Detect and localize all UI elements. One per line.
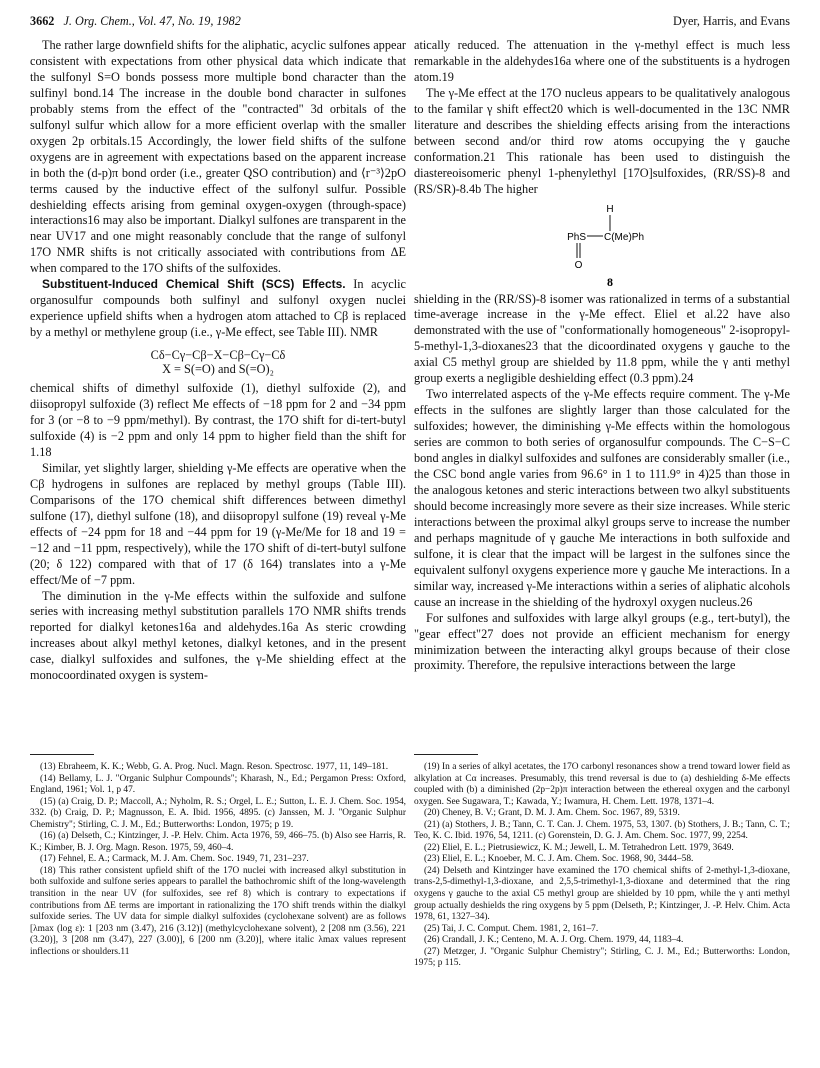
footnote: (24) Delseth and Kintzinger have examined the 17O chemical shifts of 2-methyl-1,3-dioxane, trans-2,5-dimethyl-1,3-dioxane, and 2,5,5-trimethyl-1,3-dioxane and determined that the ring oxygens γ gauche to the axial C5 methyl group are shielded by 10 ppm, while the γ anti methyl group actually deshields the ring oxygens by 5 ppm (Delseth, P.; Kintzinger, J. -P. Helv. Chim. Acta 1978, 61, 1327–34). (414, 865, 790, 923)
section-heading: Substituent-Induced Chemical Shift (SCS) Effects. (42, 277, 346, 292)
header-left (30, 14, 241, 29)
paragraph: The rather large downfield shifts for the aliphatic, acyclic sulfones appear consistent with expectations from other physical data which indicate that the sulfonyl S=O bonds possess more multiple bond character than the sulfinyl bond.14 The increase in the double bond character in sulfones probably stems from the effect of the "contracted" 3d orbitals of the sulfonyl sulfur which allow for a more efficient overlap with the smaller oxygen 2p orbitals.15 Accordingly, the lower field shifts of the sulfone oxygens are in agreement with expectations based on the apparent increase in both the (d-p)π bond order (i.e., greater QSO contribution) and ⟨r⁻³⟩2pO terms caused by the inductive effect of the sulfonyl sulfur. Possible deshielding effects arising from geminal oxygen-oxygen (through-space) interactions16 may also be important. Dialkyl sulfones are transparent in the near UV17 and one might reasonably conclude that the range of sulfonyl 17O NMR shifts is not critically associated with contributions from ΔE when compared to the 17O shifts of the sulfoxides. (30, 38, 406, 276)
footnote: (18) This rather consistent upfield shift of the 17O nuclei with increased alkyl substitution in both sulfoxide and sulfone series appears to parallel the bathochromic shift of the long-wavelength transition in the near UV (for sulfoxides, see ref 8) which is contrary to expectations if contributions from ΔE terms are important in rationalizing the 17O shift trends within the dialkyl sulfoxide series. The UV data for simple dialkyl sulfoxides (cyclohexane solvent) are as follows [λmax (log ε): 1 [203 nm (3.47), 216 (3.12)] (methylcyclohexane solvent), 2 [208 nm (3.56), 221 (3.20)], 3 [208 nm (3.47), 227 (3.00)], 6 [200 nm (3.20)], where italic λmax values represent inflections or shoulders.11 (30, 865, 406, 957)
footnote: (22) Eliel, E. L.; Pietrusiewicz, K. M.; Jewell, L. M. Tetrahedron Lett. 1979, 3649. (424, 842, 734, 853)
paragraph: For sulfones and sulfoxides with large alkyl groups (e.g., tert-butyl), the "gear effect"27 does not provide an efficient mechanism for energy minimization between the interacting alkyl groups because of their close proximity. Therefore, the repulsive interactions between the large (414, 610, 790, 673)
header-authors: Dyer, Harris, and Evans (673, 14, 790, 28)
paragraph: shielding in the (RR/SS)-8 isomer was rationalized in terms of a substantial time-average increase in the γ-Me effect. Eliel et al.22 have also demonstrated with the use of "conformationally homogeneous" 2-isopropyl-5-methyl-1,3-dioxanes23 that the dicoordinated oxygens γ gauche to the axial C5 methyl group are shielded by 11.8 ppm, while the γ anti methyl group exerts a negligible deshielding effect (0.3 ppm).24 (414, 291, 790, 386)
paragraph: The γ-Me effect at the 17O nucleus appears to be qualitatively analogous to the familar γ shift effect20 which is well-documented in the 13C NMR literature and describes the shielding effects arising from the interactions between second and/or third row atoms occupying the γ gauche conformation.21 This rationale has been used to distinguish the diastereoisomeric phenyl 1-phenylethyl [17O]sulfoxides, (RR/SS)-8 and (RS/SR)-8.4b The higher (414, 85, 790, 196)
footnote: (26) Crandall, J. K.; Centeno, M. A. J. Org. Chem. 1979, 44, 1183–4. (424, 935, 684, 946)
footnote: (15) (a) Craig, D. P.; Maccoll, A.; Nyholm, R. S.; Orgel, L. E.; Sutton, L. E. J. Chem. Soc. 1954, 332. (b) Craig, D. P.; Magnusson, E. A. Ibid. 1956, 4895. (c) Janssen, M. J. "Organic Sulphur Chemistry"; Stirling, C. J. M., Ed.; Butterworths: London, 1975; p 19. (30, 796, 406, 830)
chemical-structure-8 (414, 202, 790, 290)
footnote: (25) Tai, J. C. Comput. Chem. 1981, 2, 161–7. (424, 923, 599, 934)
equation (30, 348, 406, 376)
footnote: (23) Eliel, E. L.; Knoeber, M. C. J. Am. Chem. Soc. 1968, 90, 3444–58. (424, 854, 694, 865)
structure-h-label: H (606, 203, 614, 215)
paragraph (30, 277, 406, 341)
running-header (30, 14, 790, 32)
structure-o-label: O (574, 259, 583, 271)
structure-cmeph-label: C(Me)Ph (604, 231, 645, 243)
right-column (414, 38, 790, 674)
footnote: (21) (a) Stothers, J. B.; Tann, C. T. Can. J. Chem. 1975, 53, 1307. (b) Stothers, J. B.; Tann, C. T.; Teo, K. C. Ibid. 1976, 54, 1211. (c) Gorenstein, D. G. J. Am. Chem. Soc. 1977, 99, 2254. (414, 819, 790, 842)
footnote: (19) In a series of alkyl acetates, the 17O carbonyl resonances show a trend toward lower field as alkylation at Cα increases. Presumably, this trend reversal is due to (a) deshielding δ-Me effects coupled with (b) a diminished (2p−2p)π interaction between the ethereal oxygen and the carbonyl oxygen. See Sugawara, T.; Kawada, Y.; Iwamura, H. Chem. Lett. 1978, 1371–4. (414, 762, 790, 807)
compound-number: 8 (607, 274, 613, 289)
equation-line: X = S(=O) and S(=O)₂ (162, 362, 274, 377)
paragraph: Two interrelated aspects of the γ-Me effects require comment. The γ-Me effects in the sulfones are slightly larger than those calculated for the sulfoxides; however, the diminishing γ-Me effects within the homologous series are common to both series of organosulfur compounds. The C−S−C bond angles in dialkyl sulfoxides and sulfones are considerably smaller (i.e., the CSC bond angle varies from 96.6° in 1 to 111.9° in 4)25 than those in the analogous ketones and steric interactions between two alkyl substituents should become increasingly more severe as their size increases. While steric interactions between the proximal alkyl groups serve to increase the number and perhaps magnitude of γ gauche Me interactions in both sulfoxide and sulfone, it is clear that the impact will be largest in the sulfones since the equivalent sulfonyl oxygens experience more γ gauche Me interactions. In a similar way, increased γ-Me interactions within a series of aliphatic alcohols cause an increase in the shielding of the hydroxyl oxygen nucleus.26 (414, 387, 790, 609)
footnote: (27) Metzger, J. "Organic Sulphur Chemistry"; Stirling, C. J. M., Ed.; Butterworths: London, 1975; p 115. (414, 946, 790, 969)
paragraph-text: In acyclic organosulfur compounds both sulfinyl and sulfonyl oxygen nuclei experience upfield shifts when a hydrogen atom attached to Cβ is replaced by a methyl or methylene group (i.e., γ-Me effect, see Table III). NMR (30, 277, 406, 340)
page-number: 3662 (30, 14, 55, 28)
equation-line: Cδ−Cγ−Cβ−X−Cβ−Cγ−Cδ (150, 348, 286, 363)
left-column (30, 38, 406, 684)
structure-phs-label: PhS (567, 231, 586, 243)
paragraph: atically reduced. The attenuation in the γ-methyl effect is much less remarkable in the aldehydes16a where one of the substituents is a hydrogen atom.19 (414, 38, 790, 84)
footnote-rule (30, 754, 94, 755)
paragraph: The diminution in the γ-Me effects within the sulfoxide and sulfone series with increasing methyl substitution parallels 17O NMR shifts trends reported for dialkyl ketones16a and aldehydes.16a As steric crowding increases about alkyl methyl ketones, dialkyl ketones, and in the present case, dialkyl sulfoxides and sulfones, the γ-Me shielding effect at the monocoordinated oxygen is system- (30, 588, 406, 683)
footnotes-left (30, 762, 406, 958)
paragraph: chemical shifts of dimethyl sulfoxide (1), diethyl sulfoxide (2), and diisopropyl sulfoxide (3) reflect Me effects of −18 ppm for 2 and −34 ppm for 3 (or −8 to −9 ppm/methyl). By contrast, the 17O shift for di-tert-butyl sulfoxide (4) is −2 ppm and only 14 ppm to higher field than the shift for 1.18 (30, 381, 406, 459)
footnote: (14) Bellamy, L. J. "Organic Sulphur Compounds"; Kharash, N., Ed.; Pergamon Press: Oxford, England, 1961; Vol. 1, p 47. (30, 773, 406, 796)
paragraph: Similar, yet slightly larger, shielding γ-Me effects are operative when the Cβ hydrogens in sulfones are replaced by methyl groups (Table III). Comparisons of the 17O chemical shift differences between dimethyl sulfone (17), diethyl sulfone (18), and diisopropyl sulfone (19) reveal γ-Me effects of −24 ppm for 18 and −44 ppm for 19 (γ-Me/Me for 18 and 19 = −12 and −11 ppm, respectively), while the 17O shift of di-tert-butyl sulfone (20; δ 122) compared with that of 17 (δ 164) translates into a γ-Me effect/Me of −7 ppm. (30, 460, 406, 587)
footnote: (17) Fehnel, E. A.; Carmack, M. J. Am. Chem. Soc. 1949, 71, 231–237. (40, 854, 309, 865)
structure-drawing (414, 202, 790, 290)
footnote-rule (414, 754, 478, 755)
footnote: (16) (a) Delseth, C.; Kintzinger, J. -P. Helv. Chim. Acta 1976, 59, 466–75. (b) Also see Harris, R. K.; Kimber, B. J. Org. Magn. Reson. 1975, 59, 460–4. (30, 831, 406, 853)
footnotes-right (414, 762, 790, 970)
footnote: (13) Ebraheem, K. K.; Webb, G. A. Prog. Nucl. Magn. Reson. Spectrosc. 1977, 11, 149–181. (40, 762, 389, 772)
footnote: (20) Cheney, B. V.; Grant, D. M. J. Am. Chem. Soc. 1967, 89, 5319. (424, 808, 680, 819)
journal-citation: J. Org. Chem., Vol. 47, No. 19, 1982 (63, 14, 241, 28)
